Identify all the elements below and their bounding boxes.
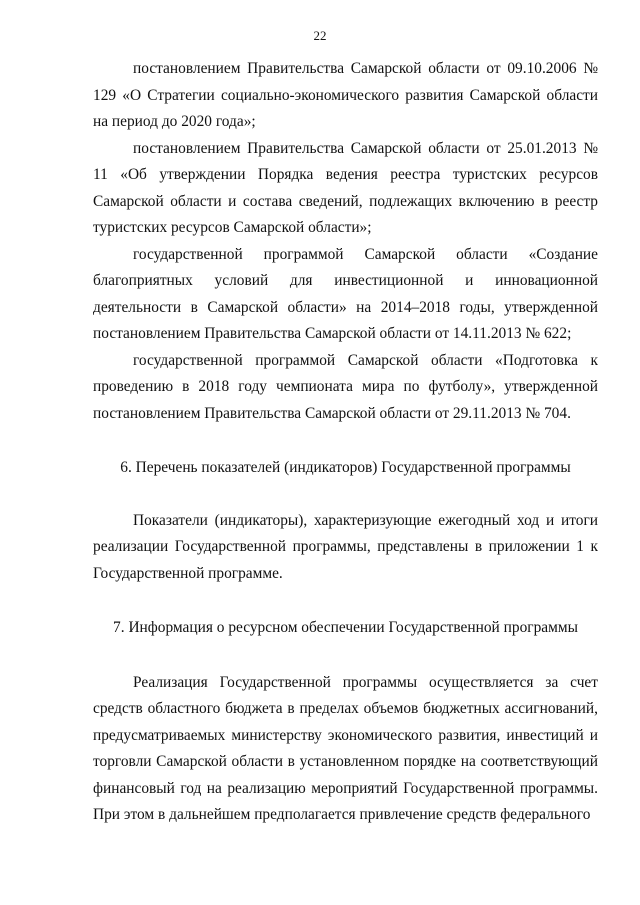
paragraph-football-program: государственной программой Самарской области «Подготовка к проведению в 2018 году чемпионата мира по футболу», утвержденной постановлением Правительства Самарской области от 29.11.2013 № 704. [93,351,598,422]
document-body [93,56,598,829]
section-7-heading: 7. Информация о ресурсном обеспечении Государственной программы [113,619,578,636]
paragraph-investment-program: государственной программой Самарской области «Создание благоприятных условий для инвестиционной и инновационной деятельности в Самарской области» на 2014–2018 годы, утвержденной постановлением Правительства Самарской области от 14.11.2013 № 622; [93,245,598,342]
page-number: 22 [313,28,327,43]
paragraph-tourist-registry-resolution: постановлением Правительства Самарской области от 25.01.2013 № 11 «Об утверждении Порядка ведения реестра туристских ресурсов Самарской области и состава сведений, подлежащих включению в реестр туристских ресурсов Самарской области»; [93,139,598,236]
section-6-heading: 6. Перечень показателей (индикаторов) Государственной программы [120,459,571,476]
section-7-text: Реализация Государственной программы осуществляется за счет средств областного бюджета в пределах объемов бюджетных ассигнований, предусматриваемых министерству экономического развития, инвестиций и торговли Самарской области в установленном порядке на соответствующий финансовый год на реализацию мероприятий Государственной программы. При этом в дальнейшем предполагается привлечение средств федерального [93,673,598,823]
paragraph-strategy-resolution: постановлением Правительства Самарской области от 09.10.2006 № 129 «О Стратегии социально-экономического развития Самарской области на период до 2020 года»; [93,60,598,130]
section-6-text: Показатели (индикаторы), характеризующие ежегодный ход и итоги реализации Государственной программы, представлены в приложении 1 к Государственной программе. [93,511,598,582]
